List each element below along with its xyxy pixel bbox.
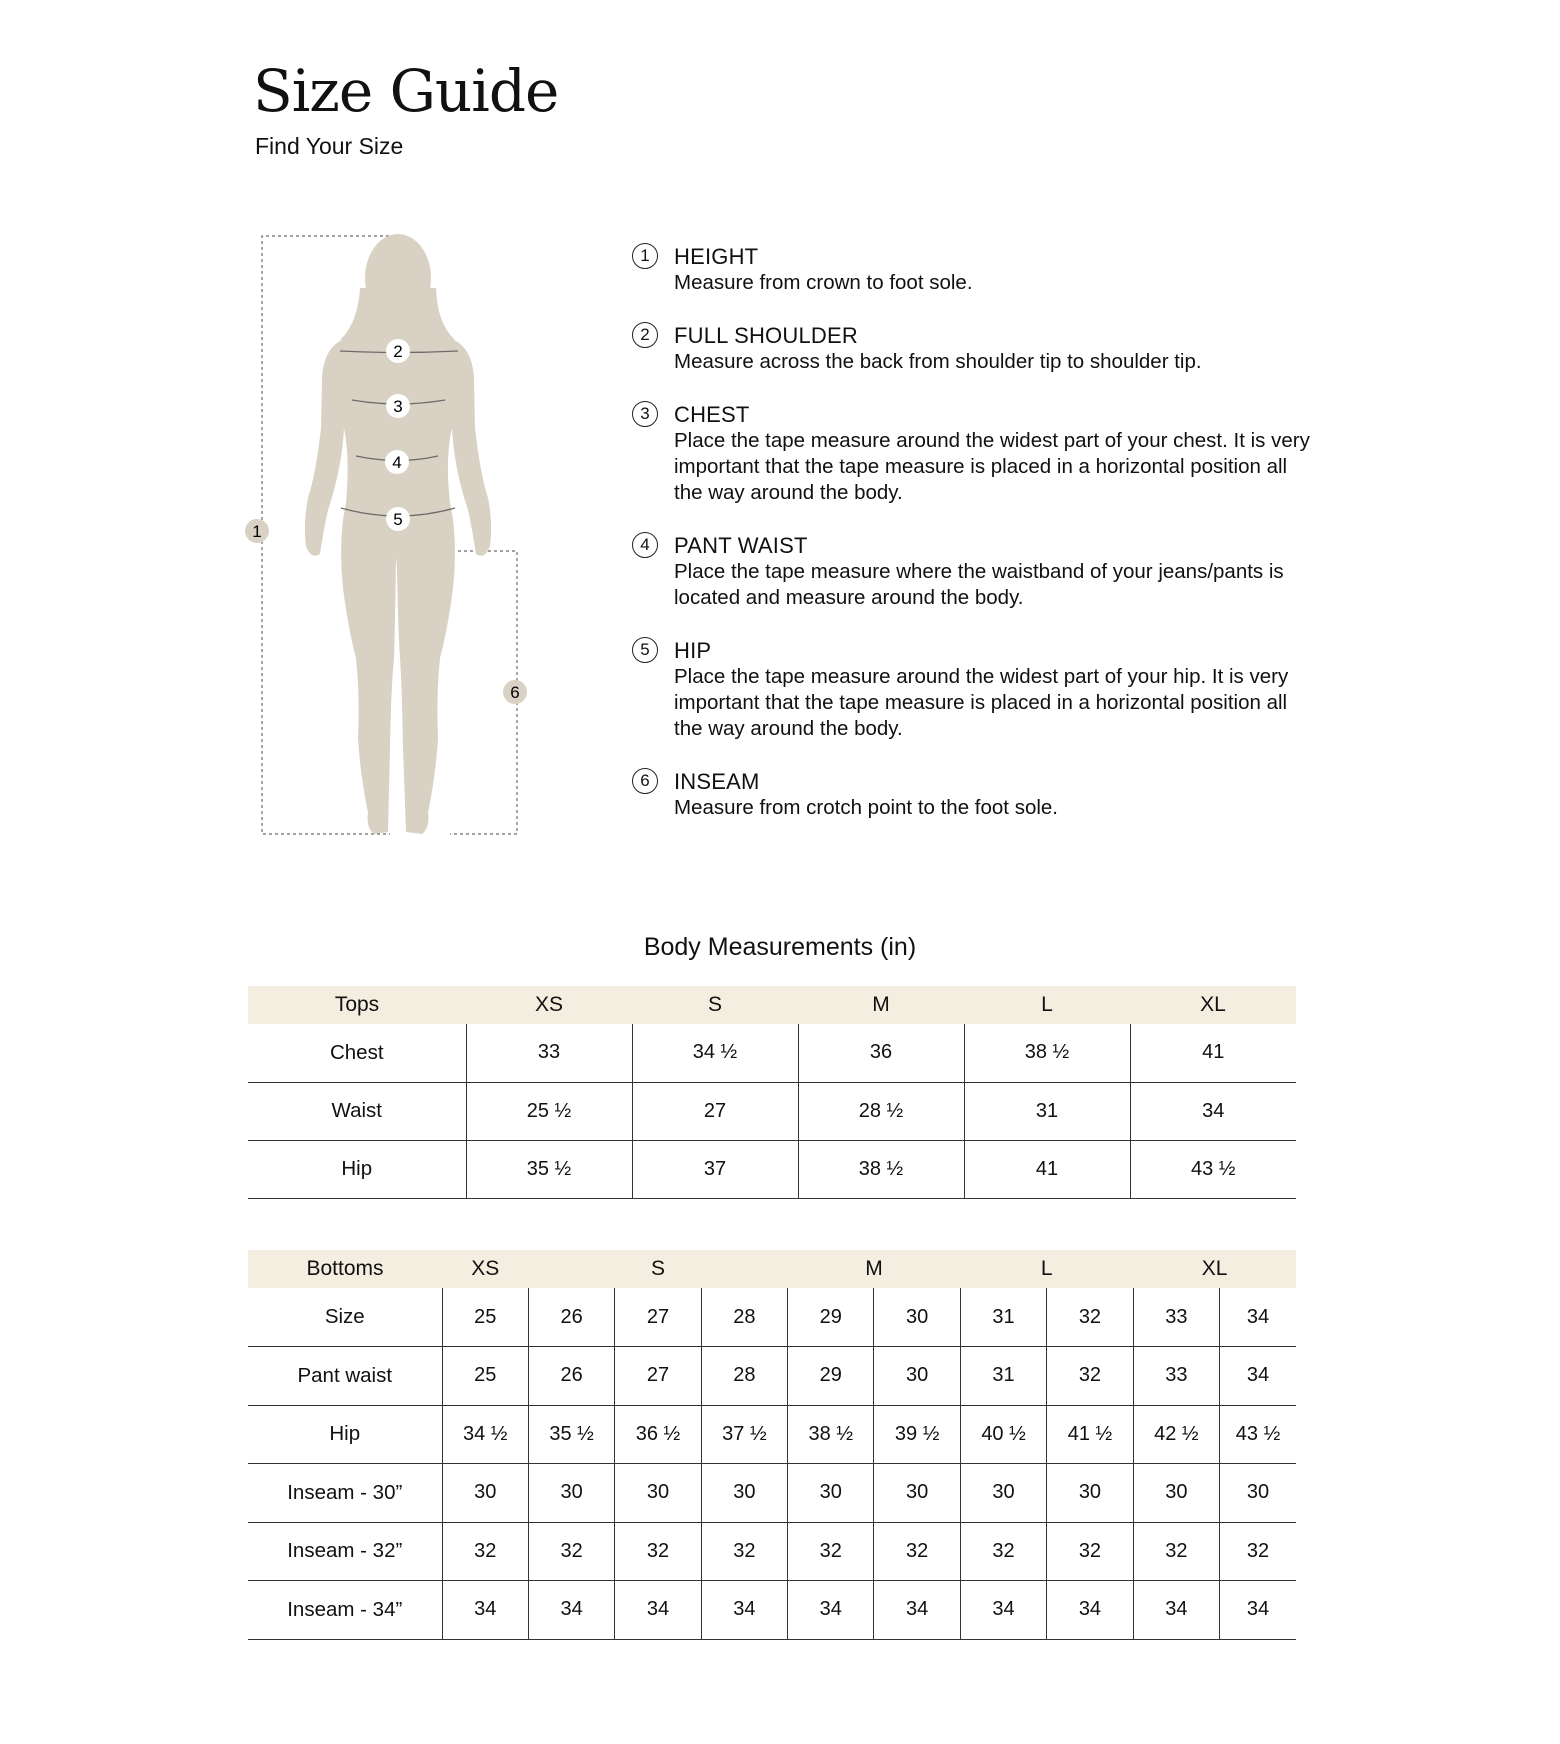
table-cell: 35 ½ xyxy=(528,1405,614,1464)
svg-text:5: 5 xyxy=(393,510,403,529)
measure-description: Measure across the back from shoulder tip to shoulder tip. xyxy=(674,350,1202,373)
row-label: Hip xyxy=(248,1405,442,1464)
table-row xyxy=(248,1405,1296,1464)
table-cell: 30 xyxy=(701,1464,787,1523)
table-row xyxy=(248,1140,1296,1198)
table-cell: 36 ½ xyxy=(615,1405,701,1464)
table-cell: 30 xyxy=(1133,1464,1219,1523)
measure-description: Place the tape measure around the widest part of your chest. It is very important that the tape measure is placed in a horizontal position all the way around the body. xyxy=(674,429,1310,504)
table-cell: 34 xyxy=(1047,1581,1133,1640)
number-badge: 1 xyxy=(632,243,658,269)
page-subtitle: Find Your Size xyxy=(255,133,404,159)
header-cell: XL xyxy=(1200,993,1226,1016)
table-cell: 26 xyxy=(528,1347,614,1406)
table-cell: 30 xyxy=(528,1464,614,1523)
table-cell: 42 ½ xyxy=(1133,1405,1219,1464)
table-cell: 39 ½ xyxy=(874,1405,960,1464)
measure-description: Measure from crown to foot sole. xyxy=(674,271,973,294)
number-badge: 6 xyxy=(632,768,658,794)
row-label: Waist xyxy=(248,1082,466,1140)
number-badge: 4 xyxy=(632,532,658,558)
table-cell: 31 xyxy=(960,1347,1046,1406)
header-cell: Bottoms xyxy=(306,1257,384,1280)
table-row xyxy=(248,1347,1296,1406)
table-cell: 30 xyxy=(1047,1464,1133,1523)
table-cell: 34 xyxy=(1220,1347,1296,1406)
table-cell: 37 ½ xyxy=(701,1405,787,1464)
table-cell: 32 xyxy=(788,1522,874,1581)
row-label: Inseam - 30” xyxy=(248,1464,442,1523)
table-cell: 30 xyxy=(874,1288,960,1347)
header-cell: XS xyxy=(534,993,563,1016)
row-label: Chest xyxy=(248,1024,466,1082)
table-header-row xyxy=(248,986,1296,1024)
table-cell: 30 xyxy=(1220,1464,1296,1523)
table-header-row xyxy=(248,1250,1296,1288)
table-cell: 40 ½ xyxy=(960,1405,1046,1464)
body-figure xyxy=(240,228,530,853)
header-cell: XL xyxy=(1201,1257,1228,1280)
table-cell: 32 xyxy=(615,1522,701,1581)
marker-4 xyxy=(385,450,409,474)
measure-title: HEIGHT xyxy=(674,244,759,269)
table-cell: 33 xyxy=(1133,1288,1219,1347)
measure-description: Place the tape measure where the waistband of your jeans/pants is located and measure around the body. xyxy=(674,560,1284,609)
table-cell: 32 xyxy=(1047,1522,1133,1581)
table-cell: 30 xyxy=(960,1464,1046,1523)
table-cell: 38 ½ xyxy=(788,1405,874,1464)
table-cell: 34 xyxy=(701,1581,787,1640)
table-cell: 34 xyxy=(1220,1288,1296,1347)
table-cell: 43 ½ xyxy=(1220,1405,1296,1464)
table-cell: 30 xyxy=(874,1464,960,1523)
bottoms-size-table xyxy=(248,1250,1296,1640)
table-row xyxy=(248,1082,1296,1140)
table-cell: 32 xyxy=(528,1522,614,1581)
row-label: Inseam - 32” xyxy=(248,1522,442,1581)
table-cell: 37 xyxy=(632,1140,798,1198)
table-cell: 32 xyxy=(701,1522,787,1581)
measure-title: PANT WAIST xyxy=(674,533,808,558)
table-cell: 27 xyxy=(632,1082,798,1140)
table-cell: 38 ½ xyxy=(798,1140,964,1198)
table-cell: 25 ½ xyxy=(466,1082,632,1140)
header-cell: Tops xyxy=(334,993,380,1016)
measure-height xyxy=(632,243,1312,296)
table-cell: 28 xyxy=(701,1347,787,1406)
table-cell: 28 xyxy=(701,1288,787,1347)
table-row xyxy=(248,1581,1296,1640)
measure-full-shoulder xyxy=(632,322,1312,375)
table-cell: 34 xyxy=(960,1581,1046,1640)
table-cell: 34 xyxy=(1220,1581,1296,1640)
table-cell: 32 xyxy=(442,1522,528,1581)
svg-text:1: 1 xyxy=(252,522,262,541)
body-silhouette xyxy=(305,234,491,834)
table-row xyxy=(248,1288,1296,1347)
table-cell: 25 xyxy=(442,1288,528,1347)
table-cell: 35 ½ xyxy=(466,1140,632,1198)
tops-size-table xyxy=(248,986,1296,1199)
table-cell: 43 ½ xyxy=(1130,1140,1296,1198)
table-cell: 32 xyxy=(874,1522,960,1581)
marker-3 xyxy=(386,394,410,418)
table-cell: 32 xyxy=(1133,1522,1219,1581)
table-cell: 33 xyxy=(1133,1347,1219,1406)
header-cell: L xyxy=(1040,1257,1053,1280)
measure-inseam xyxy=(632,768,1312,821)
table-cell: 41 xyxy=(1130,1024,1296,1082)
table-cell: 32 xyxy=(1047,1347,1133,1406)
table-cell: 36 xyxy=(798,1024,964,1082)
table-cell: 26 xyxy=(528,1288,614,1347)
row-label: Inseam - 34” xyxy=(248,1581,442,1640)
table-cell: 32 xyxy=(1047,1288,1133,1347)
marker-6 xyxy=(503,680,527,704)
number-badge: 5 xyxy=(632,637,658,663)
measure-title: HIP xyxy=(674,638,712,663)
table-cell: 25 xyxy=(442,1347,528,1406)
measure-title: FULL SHOULDER xyxy=(674,323,858,348)
page-title: Size Guide xyxy=(253,57,559,125)
table-cell: 34 xyxy=(788,1581,874,1640)
header-cell: S xyxy=(650,1257,665,1280)
table-cell: 31 xyxy=(960,1288,1046,1347)
row-label: Pant waist xyxy=(248,1347,442,1406)
table-cell: 30 xyxy=(442,1464,528,1523)
measure-description: Measure from crotch point to the foot sole. xyxy=(674,796,1058,819)
table-cell: 34 xyxy=(528,1581,614,1640)
table-cell: 34 ½ xyxy=(632,1024,798,1082)
marker-5 xyxy=(386,507,410,531)
measure-description: Place the tape measure around the widest part of your hip. It is very important that the tape measure is placed in a horizontal position all the way around the body. xyxy=(674,665,1289,740)
table-cell: 34 xyxy=(615,1581,701,1640)
table-row xyxy=(248,1464,1296,1523)
table-cell: 29 xyxy=(788,1347,874,1406)
number-badge: 2 xyxy=(632,322,658,348)
header-cell: XS xyxy=(471,1257,500,1280)
header-cell: S xyxy=(707,993,722,1016)
measure-chest xyxy=(632,401,1312,506)
header-cell: L xyxy=(1041,993,1053,1016)
table-cell: 34 xyxy=(442,1581,528,1640)
svg-text:4: 4 xyxy=(392,453,402,472)
header-cell: M xyxy=(865,1257,883,1280)
table-cell: 32 xyxy=(1220,1522,1296,1581)
table-cell: 34 ½ xyxy=(442,1405,528,1464)
measurement-instructions xyxy=(632,243,1312,847)
table-row xyxy=(248,1024,1296,1082)
table-cell: 33 xyxy=(466,1024,632,1082)
table-cell: 34 xyxy=(1130,1082,1296,1140)
table-cell: 41 xyxy=(964,1140,1130,1198)
svg-text:2: 2 xyxy=(393,342,403,361)
table-cell: 31 xyxy=(964,1082,1130,1140)
table-cell: 30 xyxy=(874,1347,960,1406)
measure-hip xyxy=(632,637,1312,742)
table-row xyxy=(248,1522,1296,1581)
svg-text:6: 6 xyxy=(510,683,520,702)
marker-1 xyxy=(245,519,269,543)
measure-title: CHEST xyxy=(674,402,750,427)
marker-2 xyxy=(386,339,410,363)
table-cell: 41 ½ xyxy=(1047,1405,1133,1464)
svg-text:3: 3 xyxy=(393,397,403,416)
table-cell: 27 xyxy=(615,1288,701,1347)
table-cell: 38 ½ xyxy=(964,1024,1130,1082)
row-label: Hip xyxy=(248,1140,466,1198)
header-cell: M xyxy=(872,993,890,1016)
row-label: Size xyxy=(248,1288,442,1347)
number-badge: 3 xyxy=(632,401,658,427)
table-cell: 34 xyxy=(874,1581,960,1640)
table-cell: 30 xyxy=(615,1464,701,1523)
measure-title: INSEAM xyxy=(674,769,760,794)
body-measurements-title: Body Measurements (in) xyxy=(643,933,917,961)
measure-pant-waist xyxy=(632,532,1312,611)
table-cell: 28 ½ xyxy=(798,1082,964,1140)
table-cell: 32 xyxy=(960,1522,1046,1581)
table-cell: 34 xyxy=(1133,1581,1219,1640)
table-cell: 29 xyxy=(788,1288,874,1347)
table-cell: 30 xyxy=(788,1464,874,1523)
table-cell: 27 xyxy=(615,1347,701,1406)
